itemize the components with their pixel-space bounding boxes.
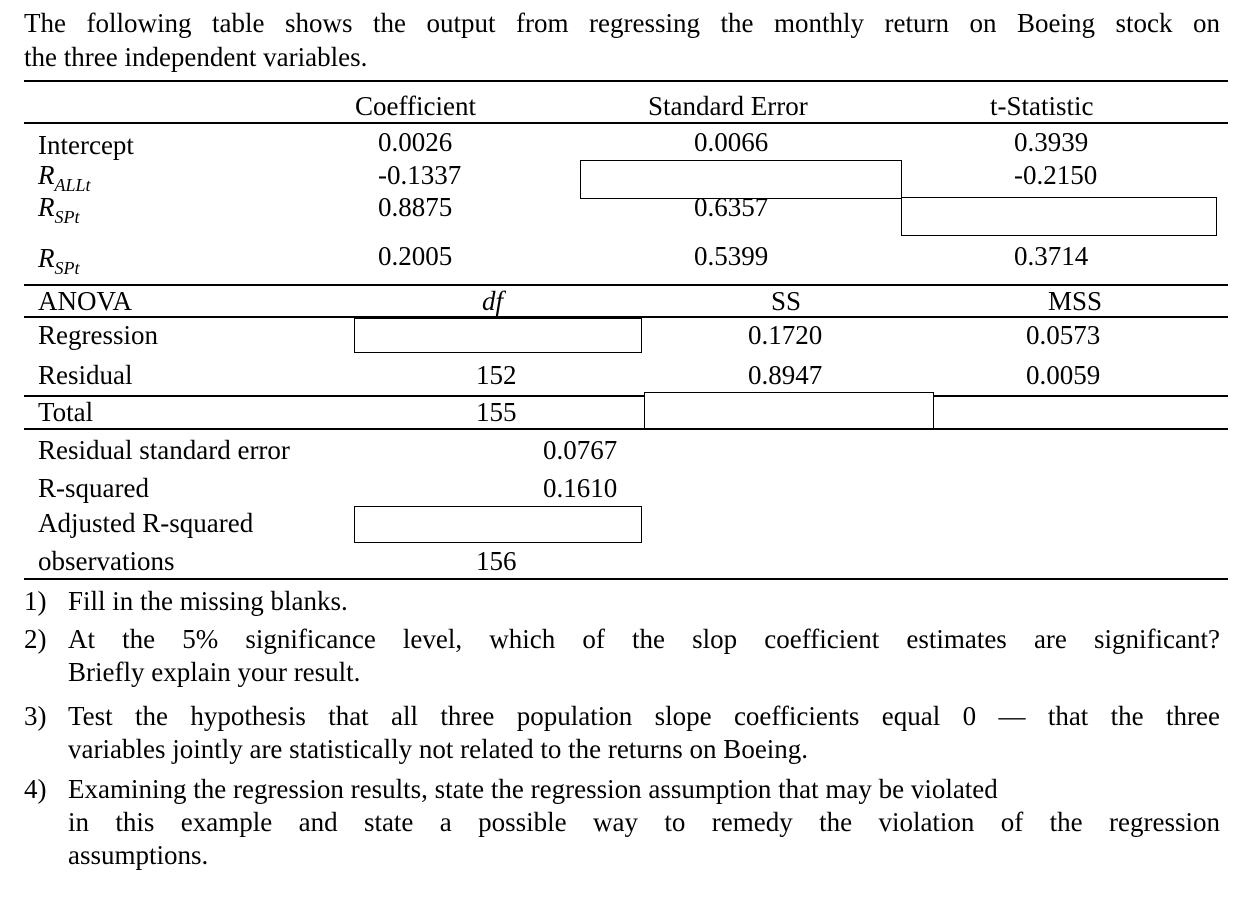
rule-top xyxy=(24,80,1228,82)
row-label-r-allt: $R_{ALLt}$ xyxy=(38,160,91,195)
coef-intercept: 0.0026 xyxy=(378,127,453,157)
question-number: 3) xyxy=(24,701,47,731)
question-text: Test the hypothesis that all three population slope coefficients equal 0 — that the three xyxy=(68,701,1220,731)
question-number: 2) xyxy=(24,624,47,654)
question-text: At the 5% significance level, which of the slop coefficient estimates are significant? xyxy=(68,624,1220,654)
se-r-spt-1: 0.6357 xyxy=(694,192,769,222)
ss-residual: 0.8947 xyxy=(748,360,823,390)
se-intercept: 0.0066 xyxy=(694,127,769,157)
anova-label-regression: Regression xyxy=(38,320,158,350)
coef-r-allt: -0.1337 xyxy=(378,160,462,190)
rule-total-top xyxy=(24,395,1228,397)
coef-r-spt-1: 0.8875 xyxy=(378,192,453,222)
stat-value-r-squared: 0.1610 xyxy=(543,473,618,503)
stat-label-r-squared: R-squared xyxy=(38,473,149,503)
question-number: 1) xyxy=(24,586,47,616)
question-4 xyxy=(24,774,1224,870)
blank-adjusted-r-squared[interactable] xyxy=(354,506,642,543)
question-text: variables jointly are statistically not related to the returns on Boeing. xyxy=(68,734,809,764)
anova-label-residual: Residual xyxy=(38,360,133,390)
header-standard-error: Standard Error xyxy=(648,91,808,121)
intro-line-1: The following table shows the output from regressing the monthly return on Boeing stock on xyxy=(24,8,1220,38)
rule-header xyxy=(24,122,1228,124)
row-label-r-spt-2: $R_{SPt}$ xyxy=(38,243,80,278)
header-coefficient: Coefficient xyxy=(355,91,476,121)
t-r-allt: -0.2150 xyxy=(1014,160,1098,190)
blank-ss-total[interactable] xyxy=(644,392,934,429)
blank-t-r-spt-1[interactable] xyxy=(901,197,1217,236)
anova-header-ss: SS xyxy=(771,286,802,316)
anova-header-df: df xyxy=(482,286,504,316)
question-3 xyxy=(24,701,1224,764)
row-label-intercept: Intercept xyxy=(38,130,134,160)
question-text: assumptions. xyxy=(68,840,209,870)
rule-stats-bottom xyxy=(24,578,1228,580)
question-text: Briefly explain your result. xyxy=(68,657,361,687)
anova-label-total: Total xyxy=(38,397,94,427)
rule-stats-top xyxy=(24,428,1228,430)
coef-r-spt-2: 0.2005 xyxy=(378,241,453,271)
anova-header-mss: MSS xyxy=(1048,286,1103,316)
stat-label-observations: observations xyxy=(38,546,175,576)
stat-label-adjusted-r-squared: Adjusted R-squared xyxy=(38,508,254,538)
stat-value-observations: 156 xyxy=(476,546,517,576)
question-text: Fill in the missing blanks. xyxy=(68,586,348,616)
row-label-r-spt-1: $R_{SPt}$ xyxy=(38,192,80,227)
blank-df-regression[interactable] xyxy=(354,318,642,353)
mss-regression: 0.0573 xyxy=(1026,320,1101,350)
anova-header-label: ANOVA xyxy=(38,286,133,316)
stat-value-residual-se: 0.0767 xyxy=(543,435,618,465)
df-residual: 152 xyxy=(476,360,517,390)
t-r-spt-2: 0.3714 xyxy=(1014,241,1089,271)
stat-label-residual-se: Residual standard error xyxy=(38,435,290,465)
mss-residual: 0.0059 xyxy=(1026,360,1101,390)
df-total: 155 xyxy=(476,397,517,427)
question-1 xyxy=(24,586,1224,617)
ss-regression: 0.1720 xyxy=(748,320,823,350)
question-number: 4) xyxy=(24,774,47,804)
se-r-spt-2: 0.5399 xyxy=(694,241,769,271)
t-intercept: 0.3939 xyxy=(1014,127,1089,157)
question-text: Examining the regression results, state the regression assumption that may be violated xyxy=(68,774,998,804)
question-text: in this example and state a possible way to remedy the violation of the regression xyxy=(68,807,1220,837)
header-t-statistic: t-Statistic xyxy=(990,91,1094,121)
question-2 xyxy=(24,624,1224,687)
intro-line-2: the three independent variables. xyxy=(24,42,368,72)
